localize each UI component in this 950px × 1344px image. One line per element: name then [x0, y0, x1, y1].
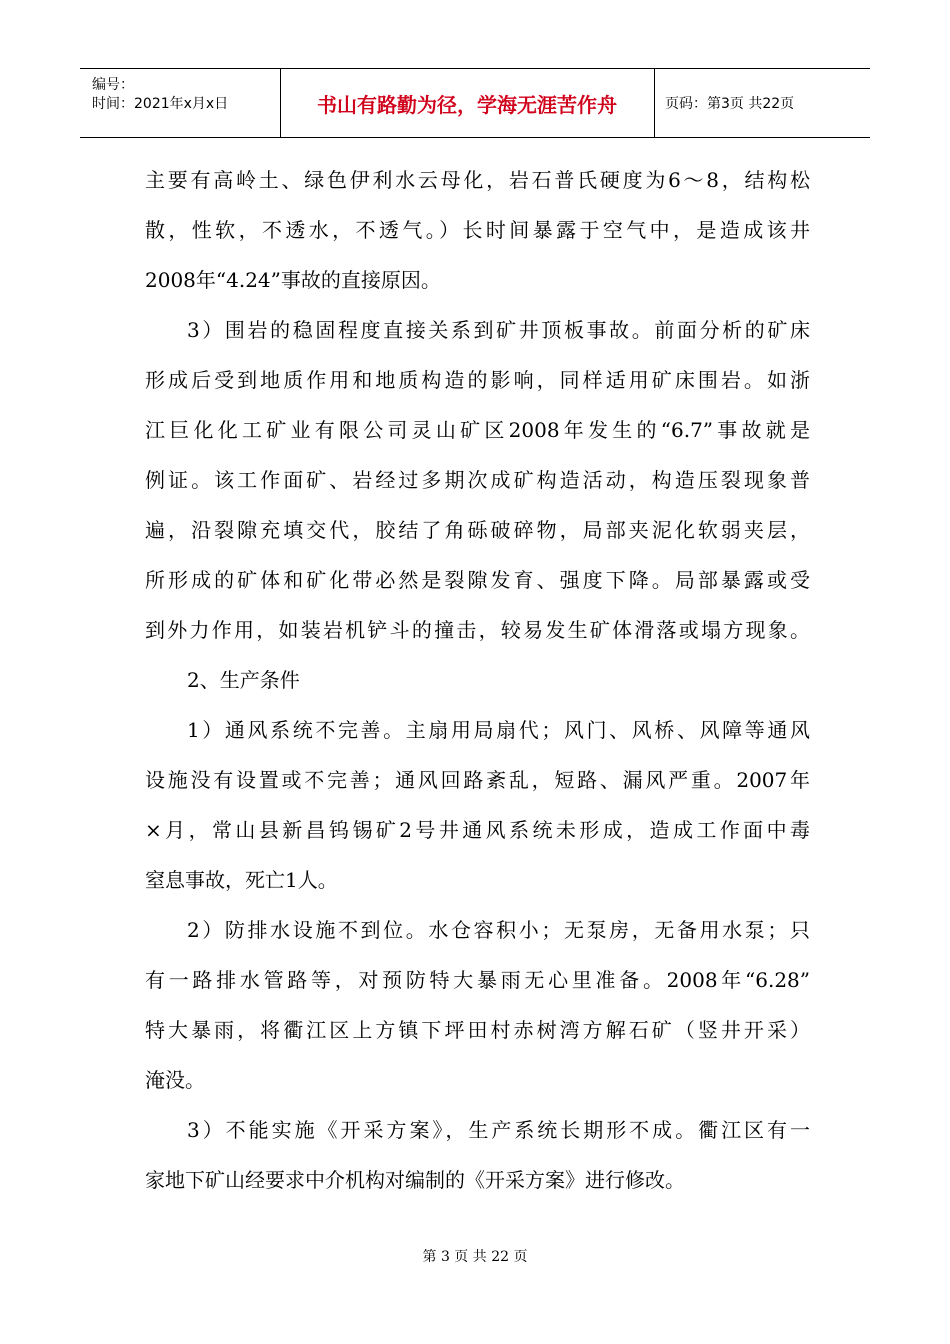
text-line: 2）防排水设施不到位。水仓容积小；无泵房，无备用水泵；只	[187, 918, 810, 942]
text-line: 设施没有设置或不完善；通风回路紊乱，短路、漏风严重。2007年	[145, 768, 810, 792]
text-line: 江巨化化工矿业有限公司灵山矿区2008年发生的“6.7”事故就是	[145, 418, 810, 442]
text-line: 3）不能实施《开采方案》，生产系统长期形不成。衢江区有一	[187, 1118, 810, 1142]
text-line: 2008年“4.24”事故的直接原因。	[145, 268, 441, 292]
text-line: ×月，常山县新昌钨锡矿2号井通风系统未形成，造成工作面中毒	[145, 818, 810, 842]
motto-text: 书山有路勤为径，学海无涯苦作舟	[280, 69, 655, 137]
text-line: 主要有高岭土、绿色伊利水云母化，岩石普氏硬度为6～8，结构松	[145, 168, 810, 192]
text-line: 散，性软，不透水，不透气。）长时间暴露于空气中，是造成该井	[145, 218, 810, 242]
text-line: 淹没。	[145, 1068, 205, 1092]
section-heading: 2、生产条件	[187, 668, 300, 692]
text-line: 形成后受到地质作用和地质构造的影响，同样适用矿床围岩。如浙	[145, 368, 810, 392]
text-line: 有一路排水管路等，对预防特大暴雨无心里准备。2008年“6.28”	[145, 968, 810, 992]
text-line: 家地下矿山经要求中介机构对编制的《开采方案》进行修改。	[145, 1168, 685, 1192]
text-line: 特大暴雨，将衢江区上方镇下坪田村赤树湾方解石矿（竖井开采）	[145, 1018, 810, 1042]
text-line: 所形成的矿体和矿化带必然是裂隙发育、强度下降。局部暴露或受	[145, 568, 810, 592]
text-line: 遍，沿裂隙充填交代，胶结了角砾破碎物，局部夹泥化软弱夹层，	[145, 518, 810, 542]
serial-number-label: 编号：	[92, 77, 134, 93]
text-line: 窒息事故，死亡1人。	[145, 868, 338, 892]
date-label: 时间：2021年x月x日	[92, 96, 229, 112]
text-line: 1）通风系统不完善。主扇用局扇代；风门、风桥、风障等通风	[187, 718, 810, 742]
header-meta-cell	[80, 69, 281, 137]
page-number-info: 页码：第3页 共22页	[665, 96, 795, 112]
text-line: 3）围岩的稳固程度直接关系到矿井顶板事故。前面分析的矿床	[187, 318, 810, 342]
text-line: 到外力作用，如装岩机铲斗的撞击，较易发生矿体滑落或塌方现象。	[145, 618, 810, 642]
document-header	[80, 68, 870, 138]
page-footer: 第 3 页 共 22 页	[422, 1249, 528, 1265]
text-line: 例证。该工作面矿、岩经过多期次成矿构造活动，构造压裂现象普	[145, 468, 810, 492]
